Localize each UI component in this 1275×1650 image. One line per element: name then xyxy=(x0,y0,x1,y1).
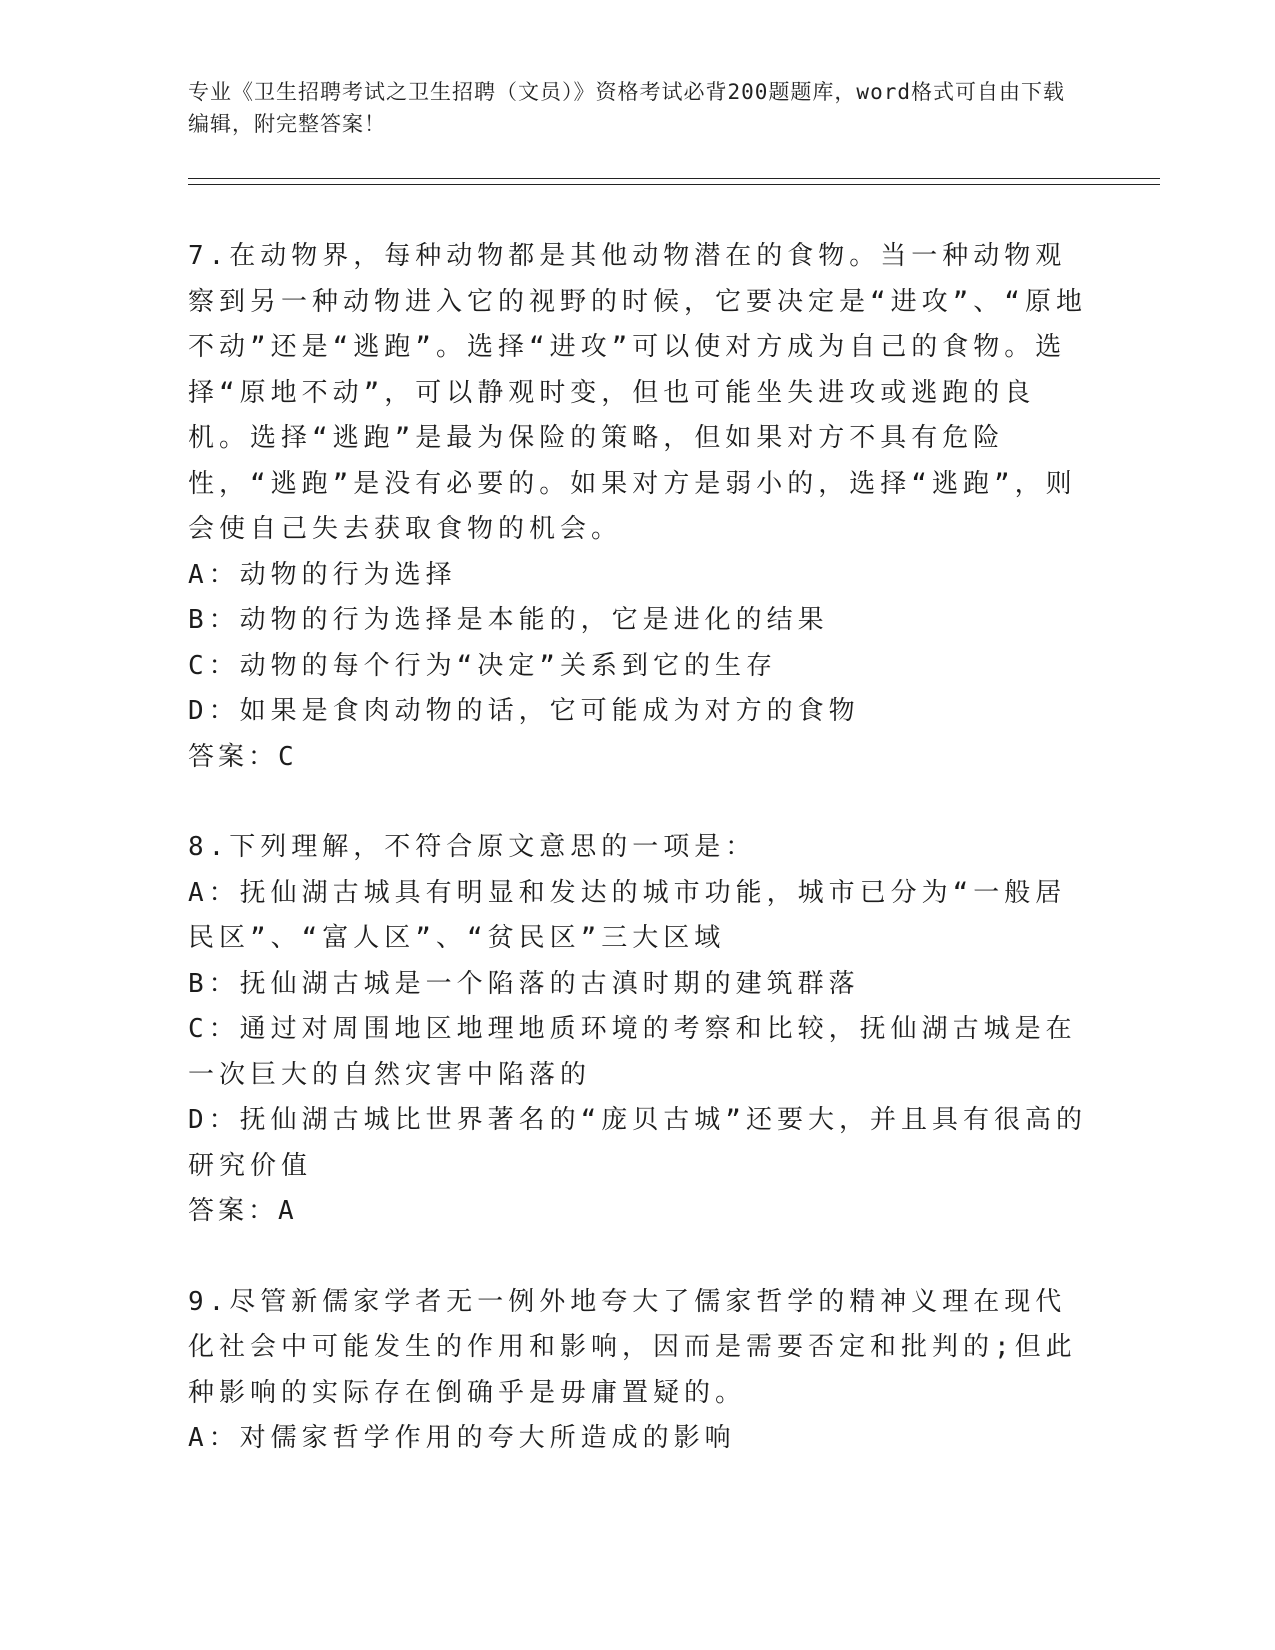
header-title: 专业《卫生招聘考试之卫生招聘（文员）》资格考试必背200题题库，word格式可自由下载编辑，附完整答案！ xyxy=(188,80,1065,136)
question-9 xyxy=(188,1280,1088,1462)
question-list xyxy=(188,234,1088,1507)
question-text: 9.尽管新儒家学者无一例外地夸大了儒家哲学的精神义理在现代化社会中可能发生的作用和影响，因而是需要否定和批判的;但此种影响的实际存在倒确乎是毋庸置疑的。 xyxy=(188,1286,1077,1408)
option-b: B：抚仙湖古城是一个陷落的古滇时期的建筑群落 xyxy=(188,968,860,999)
option-d: D：抚仙湖古城比世界著名的“庞贝古城”还要大，并且具有很高的研究价值 xyxy=(188,1105,1087,1181)
option-c: C：通过对周围地区地理地质环境的考察和比较，抚仙湖古城是在一次巨大的自然灾害中陷落的 xyxy=(188,1014,1077,1090)
answer-label: 答案：A xyxy=(188,1196,298,1226)
answer-label: 答案：C xyxy=(188,741,298,772)
option-c: C：动物的每个行为“决定”关系到它的生存 xyxy=(188,650,777,681)
question-text: 7.在动物界，每种动物都是其他动物潜在的食物。当一种动物观察到另一种动物进入它的视野的时候，它要决定是“进攻”、“原地不动”还是“逃跑”。选择“进攻”可以使对方成为自己的食物。选择“原地不动”，可以静观时变，但也可能坐失进攻或逃跑的良机。选择“逃跑”是最为保险的策略，但如果对方不具有危险性，“逃跑”是没有必要的。如果对方是弱小的，选择“逃跑”，则会使自己失去获取食物的机会。 xyxy=(188,241,1087,544)
header-divider xyxy=(188,178,1160,185)
option-a: A：对儒家哲学作用的夸大所造成的影响 xyxy=(188,1423,736,1453)
question-7 xyxy=(188,234,1088,780)
document-header xyxy=(188,76,1068,140)
question-text: 8.下列理解，不符合原文意思的一项是： xyxy=(188,832,757,862)
option-b: B：动物的行为选择是本能的，它是进化的结果 xyxy=(188,605,829,635)
option-a: A：抚仙湖古城具有明显和发达的城市功能，城市已分为“一般居民区”、“富人区”、“贫民区”三大区域 xyxy=(188,877,1067,953)
option-a: A：动物的行为选择 xyxy=(188,559,457,590)
question-8 xyxy=(188,825,1088,1235)
option-d: D：如果是食肉动物的话，它可能成为对方的食物 xyxy=(188,696,860,726)
